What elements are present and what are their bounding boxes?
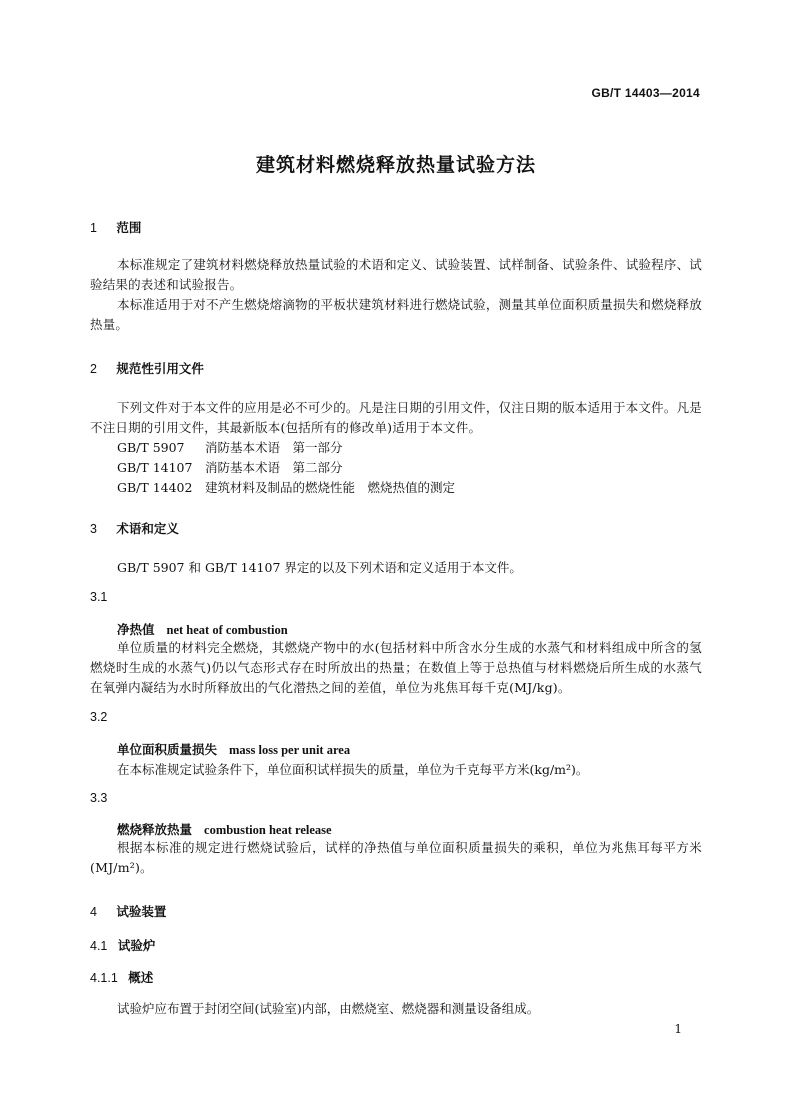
test-furnace-overview: 试验炉应布置于封闭空间(试验室)内部，由燃烧室、燃烧器和测量设备组成。 (117, 1001, 540, 1016)
term-zh: 单位面积质量损失 (117, 742, 218, 757)
term-en: combustion heat release (204, 823, 332, 837)
term-zh: 燃烧释放热量 (117, 822, 193, 837)
term-number: 3.3 (90, 791, 108, 805)
section-number: 3 (90, 522, 97, 536)
standard-number: GB/T 14403—2014 (591, 86, 700, 100)
reference-name: 消防基本术语 第一部分 (205, 440, 343, 455)
reference-name: 消防基本术语 第二部分 (205, 460, 343, 475)
section-4-heading (90, 902, 166, 920)
scope-paragraph-1: 本标准规定了建筑材料燃烧释放热量试验的术语和定义、试验装置、试样制备、试验条件、试验程序、试验结果的表述和试验报告。 (90, 257, 702, 292)
reference-code: GB/T 14107 (117, 460, 193, 475)
section-title: 试验装置 (116, 904, 167, 919)
reference-item (117, 458, 343, 476)
page-title: 建筑材料燃烧释放热量试验方法 (255, 154, 536, 176)
subsection-title: 试验炉 (117, 938, 156, 953)
subsection-4-1-1-heading (90, 968, 153, 986)
term-heading (117, 620, 288, 638)
section-title: 规范性引用文件 (116, 361, 204, 376)
term-en: mass loss per unit area (229, 743, 351, 757)
reference-item (117, 438, 343, 456)
section-title: 范围 (116, 220, 142, 235)
subsection-4-1-heading (90, 936, 155, 954)
subsection-number: 4.1.1 (90, 971, 118, 985)
term-definition: 根据本标准的规定进行燃烧试验后，试样的净热值与单位面积质量损失的乘积，单位为兆焦耳每平方米(MJ/m²)。 (90, 840, 702, 875)
section-1-heading (90, 218, 141, 236)
section-number: 4 (90, 905, 97, 919)
term-heading (117, 740, 350, 758)
page-number: 1 (674, 1022, 682, 1036)
section-2-heading (90, 359, 204, 377)
section-number: 1 (90, 221, 97, 235)
term-zh: 净热值 (117, 622, 155, 637)
term-definition: 单位质量的材料完全燃烧，其燃烧产物中的水(包括材料中所含水分生成的水蒸气和材料组成中所含的氢燃烧时生成的水蒸气)仍以气态形式存在时所放出的热量；在数值上等于总热值与材料燃烧后所生成的水蒸气在氧弹内凝结为水时所释放出的气化潜热之间的差值，单位为兆焦耳每千克(MJ/kg)。 (90, 640, 702, 695)
section-title: 术语和定义 (116, 521, 179, 536)
reference-code: GB/T 14402 (117, 480, 193, 495)
reference-name: 建筑材料及制品的燃烧性能 燃烧热值的测定 (205, 480, 456, 495)
reference-item (117, 478, 455, 496)
section-number: 2 (90, 362, 97, 376)
terms-intro: GB/T 5907 和 GB/T 14107 界定的以及下列术语和定义适用于本文件。 (117, 560, 522, 575)
scope-paragraph-2: 本标准适用于对不产生燃烧熔滴物的平板状建筑材料进行燃烧试验，测量其单位面积质量损失和燃烧释放热量。 (90, 297, 702, 332)
term-heading (117, 820, 332, 838)
term-definition: 在本标准规定试验条件下，单位面积试样损失的质量，单位为千克每平方米(kg/m²)。 (117, 762, 589, 777)
normative-references-paragraph: 下列文件对于本文件的应用是必不可少的。凡是注日期的引用文件，仅注日期的版本适用于本文件。凡是不注日期的引用文件，其最新版本(包括所有的修改单)适用于本文件。 (90, 400, 702, 435)
term-number: 3.2 (90, 710, 108, 724)
reference-code: GB/T 5907 (117, 440, 185, 455)
section-3-heading (90, 519, 179, 537)
term-en: net heat of combustion (166, 623, 288, 637)
term-number: 3.1 (90, 590, 108, 604)
subsection-title: 概述 (128, 970, 154, 985)
subsection-number: 4.1 (90, 939, 108, 953)
